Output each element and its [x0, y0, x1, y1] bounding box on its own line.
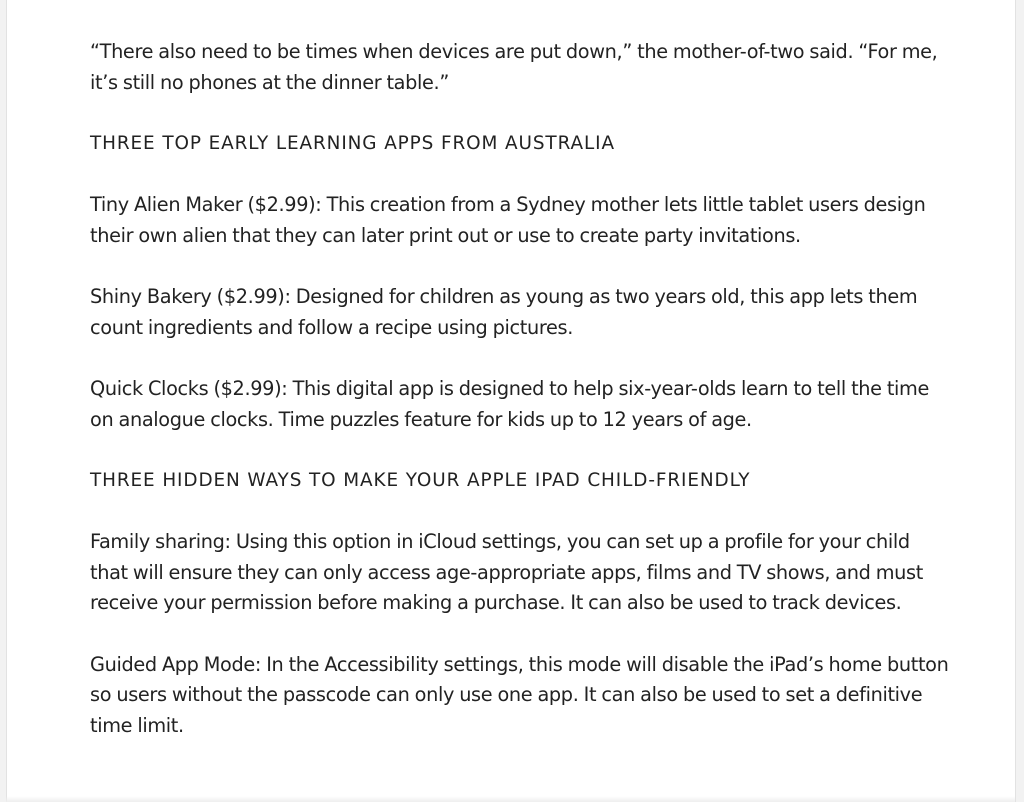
- article-page: [6, 0, 1016, 802]
- section-heading-ipad-tips: THREE HIDDEN WAYS TO MAKE YOUR APPLE IPAD CHILD-FRIENDLY: [90, 470, 751, 491]
- intro-quote-paragraph: “There also need to be times when devices are put down,” the mother-of-two said. “For me, it’s still no phones at the dinner table.”: [90, 40, 938, 94]
- app-paragraph-quick-clocks: Quick Clocks ($2.99): This digital app is designed to help six-year-olds learn to tell the time on analogue clocks. Time puzzles feature for kids up to 12 years of age.: [90, 377, 930, 431]
- tip-paragraph-guided-app-mode: Guided App Mode: In the Accessibility settings, this mode will disable the iPad’s home button so users without the passcode can only use one app. It can also be used to set a definitive time limit.: [90, 652, 949, 737]
- tip-paragraph-family-sharing: Family sharing: Using this option in iCloud settings, you can set up a profile for your child that will ensure they can only access age-appropriate apps, films and TV shows, and must receive your permission before making a purchase. It can also be used to track devices.: [90, 530, 923, 614]
- section-heading-learning-apps: THREE TOP EARLY LEARNING APPS FROM AUSTRALIA: [90, 133, 615, 154]
- article-body: [90, 37, 950, 741]
- app-paragraph-tiny-alien-maker: Tiny Alien Maker ($2.99): This creation from a Sydney mother lets little tablet users design their own alien that they can later print out or use to create party invitations.: [90, 193, 926, 247]
- app-paragraph-shiny-bakery: Shiny Bakery ($2.99): Designed for children as young as two years old, this app lets them count ingredients and follow a recipe using pictures.: [90, 285, 918, 339]
- bottom-edge-shadow: [6, 796, 1016, 802]
